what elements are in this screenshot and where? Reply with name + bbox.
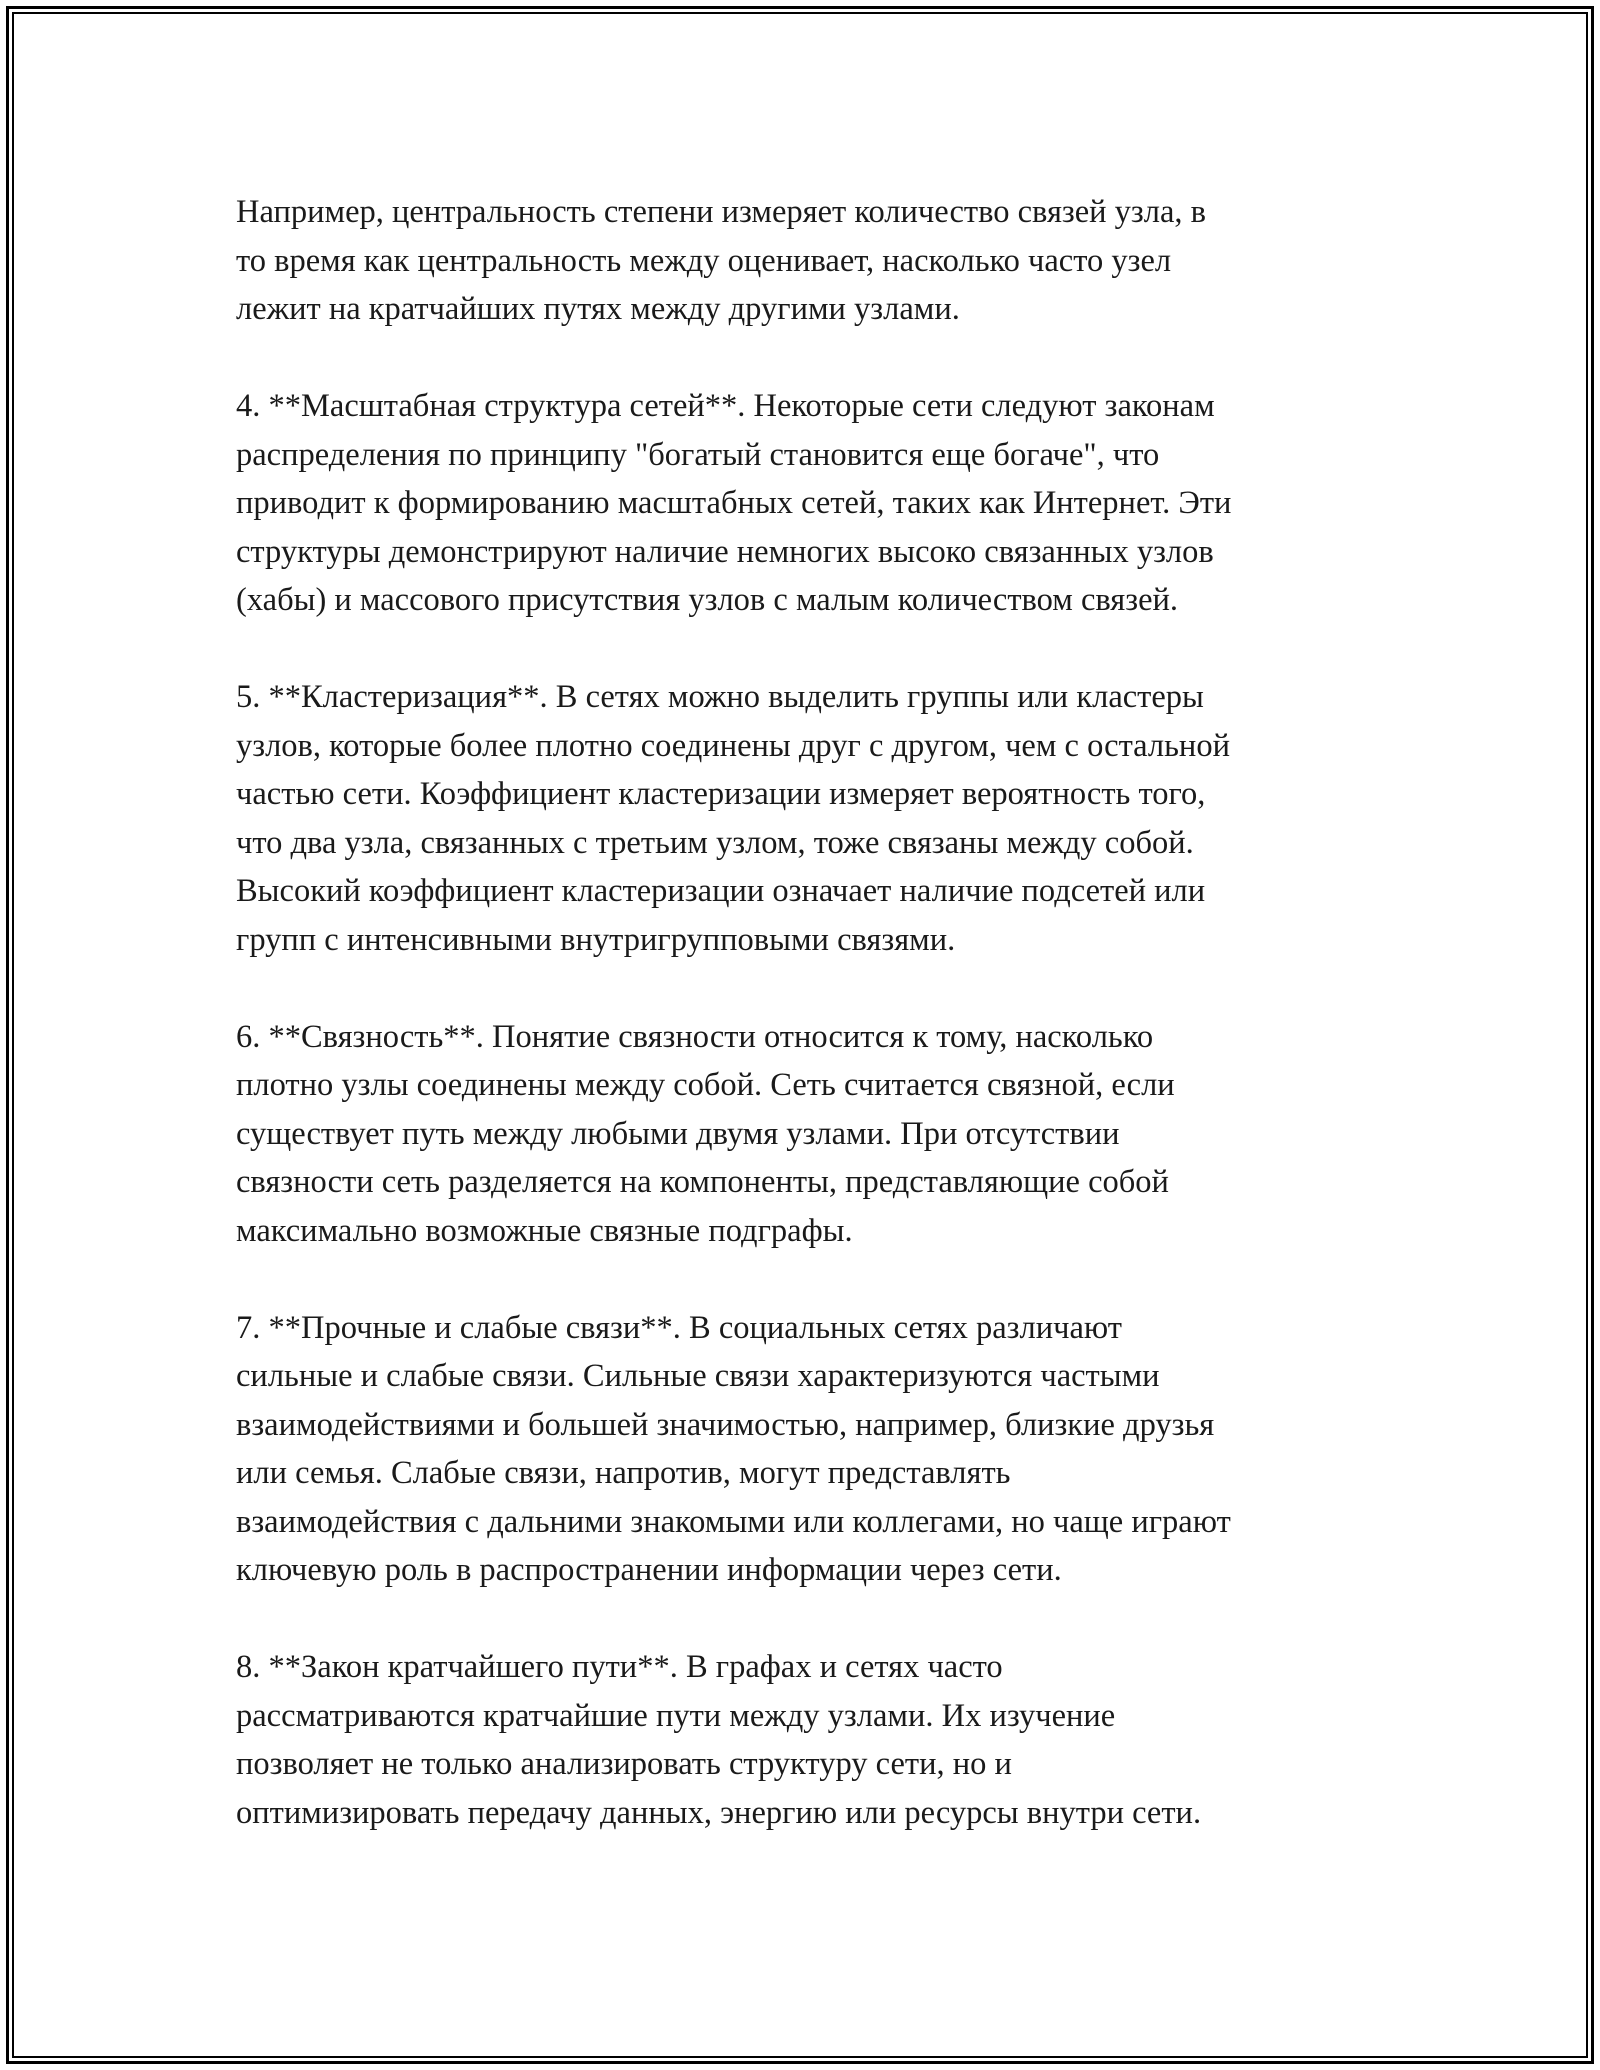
paragraph-connectivity <box>236 1013 1396 1256</box>
text-line: то время как центральность между оценивает, насколько часто узел <box>236 242 1172 279</box>
text-line: 5. **Кластеризация**. В сетях можно выделить группы или кластеры <box>236 679 1204 715</box>
text-line: 7. **Прочные и слабые связи**. В социальных сетях различают <box>236 1309 1122 1346</box>
paragraph-clustering <box>236 673 1396 964</box>
text-line: структуры демонстрируют наличие немногих высоко связанных узлов <box>236 533 1214 570</box>
text-line: что два узла, связанных с третьим узлом, тоже связаны между собой. <box>236 824 1194 861</box>
text-line: рассматриваются кратчайшие пути между узлами. Их изучение <box>236 1697 1116 1734</box>
text-line: позволяет не только анализировать структуру сети, но и <box>236 1746 1012 1782</box>
text-line: существует путь между любыми двумя узлами. При отсутствии <box>236 1115 1120 1152</box>
text-line: оптимизировать передачу данных, энергию или ресурсы внутри сети. <box>236 1794 1202 1831</box>
text-line: плотно узлы соединены между собой. Сеть считается связной, если <box>236 1067 1175 1103</box>
text-line: групп с интенсивными внутригрупповыми связями. <box>236 921 956 958</box>
paragraph-scale-free-structure <box>236 382 1396 625</box>
text-line: взаимодействия с дальними знакомыми или коллегами, но чаще играют <box>236 1503 1231 1540</box>
paragraph-strong-weak-ties <box>236 1304 1396 1595</box>
text-line: лежит на кратчайших путях между другими узлами. <box>236 291 960 327</box>
text-line: максимально возможные связные подграфы. <box>236 1212 853 1249</box>
text-line: 8. **Закон кратчайшего пути**. В графах и сетях часто <box>236 1649 1003 1685</box>
text-line: сильные и слабые связи. Сильные связи характеризуются частыми <box>236 1358 1160 1394</box>
text-line: взаимодействиями и большей значимостью, например, близкие друзья <box>236 1406 1215 1443</box>
text-line: 6. **Связность**. Понятие связности относится к тому, насколько <box>236 1018 1154 1055</box>
text-line: (хабы) и массового присутствия узлов с малым количеством связей. <box>236 582 1179 618</box>
paragraph-centrality-intro <box>236 188 1396 334</box>
text-line: или семья. Слабые связи, напротив, могут представлять <box>236 1455 1011 1491</box>
text-line: Высокий коэффициент кластеризации означает наличие подсетей или <box>236 873 1206 909</box>
text-line: частью сети. Коэффициент кластеризации измеряет вероятность того, <box>236 776 1206 812</box>
document-body <box>236 188 1396 1886</box>
text-line: узлов, которые более плотно соединены друг с другом, чем с остальной <box>236 727 1230 764</box>
text-line: 4. **Масштабная структура сетей**. Некоторые сети следуют законам <box>236 388 1215 424</box>
text-line: Например, центральность степени измеряет количество связей узла, в <box>236 194 1207 230</box>
text-line: ключевую роль в распространении информации через сети. <box>236 1552 1062 1588</box>
text-line: распределения по принципу "богатый становится еще богаче", что <box>236 436 1160 473</box>
paragraph-shortest-path <box>236 1643 1396 1837</box>
text-line: приводит к формированию масштабных сетей, таких как Интернет. Эти <box>236 485 1232 521</box>
text-line: связности сеть разделяется на компоненты, представляющие собой <box>236 1164 1169 1200</box>
